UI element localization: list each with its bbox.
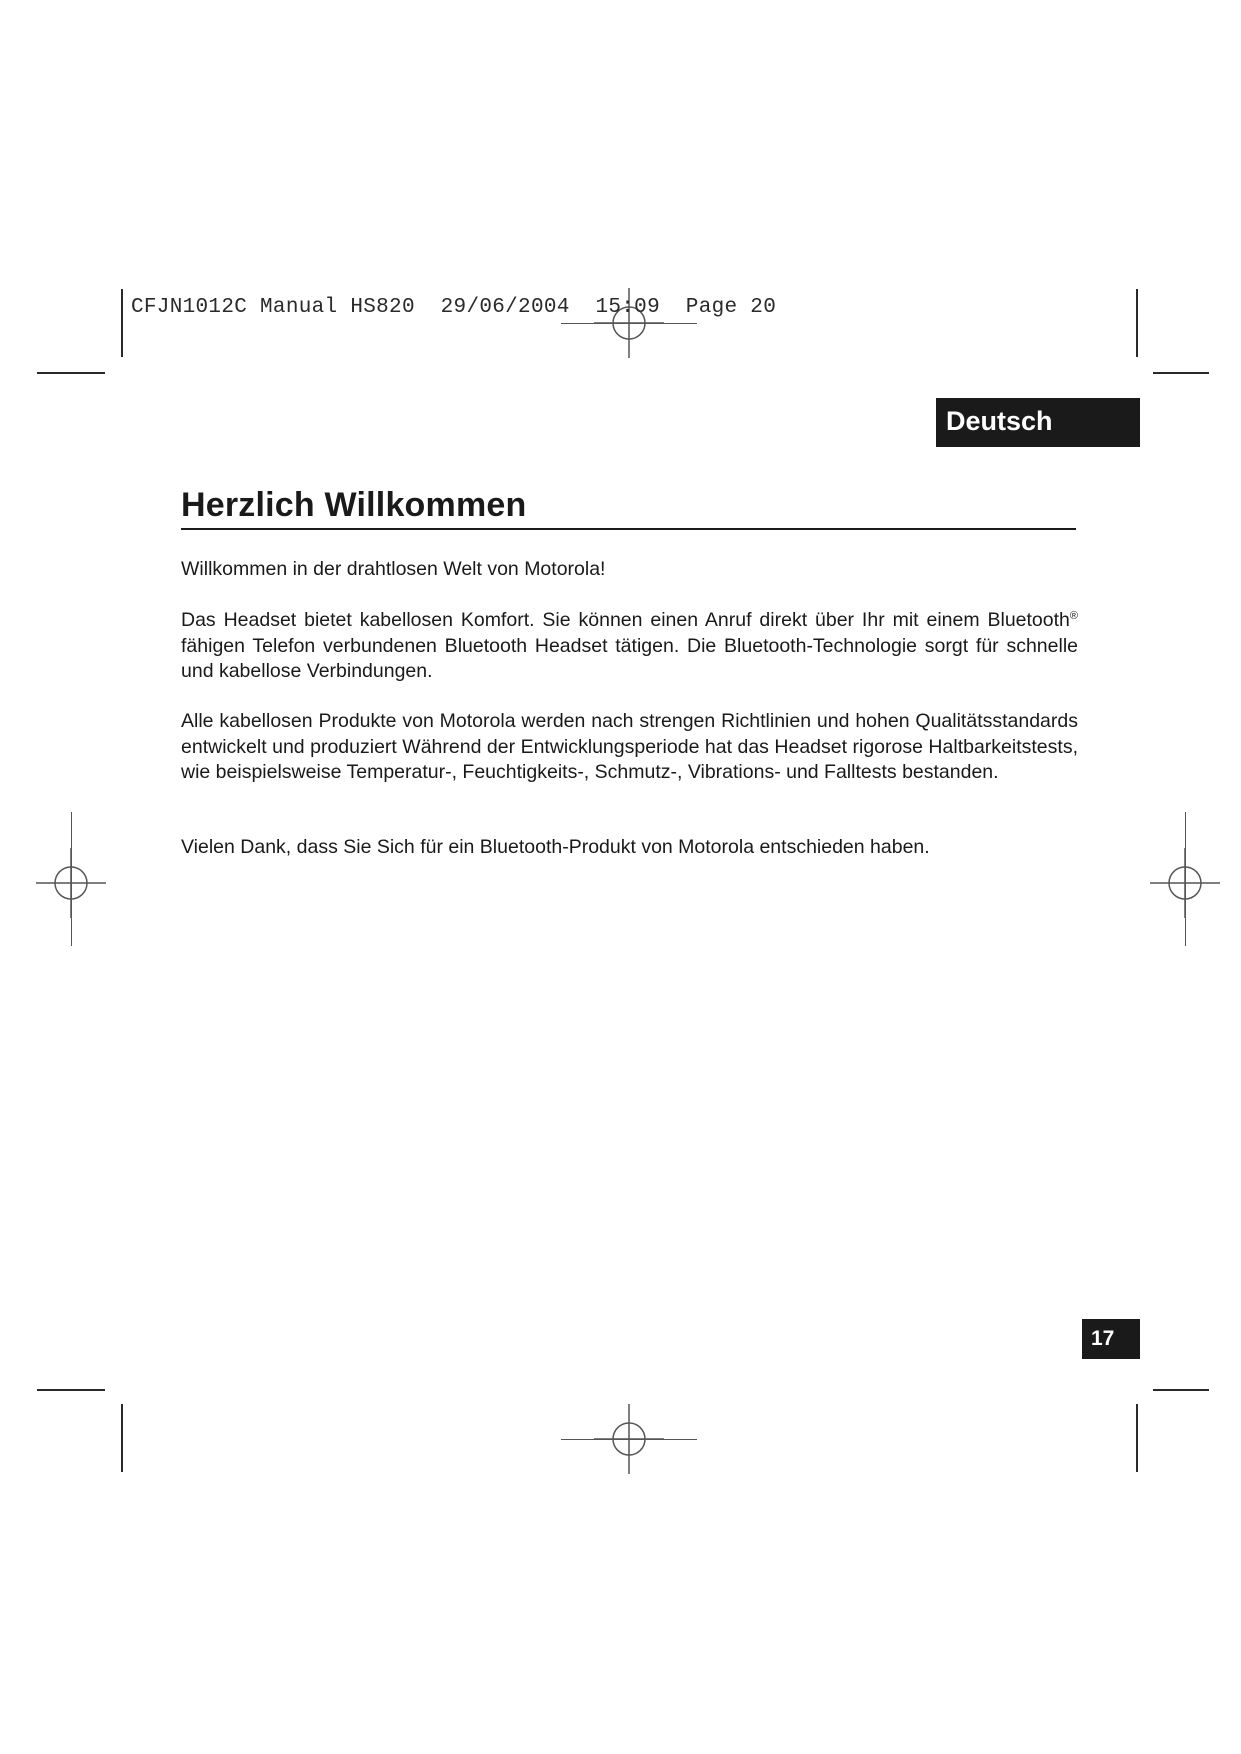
printer-slug-line: CFJN1012C Manual HS820 29/06/2004 15:09 Page 20 — [131, 296, 777, 319]
page-title: Herzlich Willkommen — [181, 486, 527, 524]
paragraph-headset-comfort-text-continued: fähigen Telefon verbundenen Bluetooth Headset tätigen. Die Bluetooth-Technologie sorgt für schnelle und kabellose Verbindungen. — [181, 634, 1078, 682]
crop-mark-bottom-right-vertical — [1136, 1404, 1138, 1472]
paragraph-thank-you: Vielen Dank, dass Sie Sich für ein Bluetooth-Produkt von Motorola entschieden haben. — [181, 836, 930, 858]
registration-line-right — [1185, 812, 1186, 946]
paragraph-quality-standards: Alle kabellosen Produkte von Motorola werden nach strengen Richtlinien und hohen Qualitätsstandards entwickelt und produziert Während der Entwicklungsperiode hat das Headset rigorose Haltbarkeitstests, wie beispielsweise Temperatur-, Feuchtigkeits-, Schmutz-, Vibrations- und Falltests bestanden. — [181, 710, 1078, 783]
crop-mark-top-right-horizontal — [1153, 372, 1209, 374]
language-tab: Deutsch — [936, 398, 1140, 447]
page-number: 17 — [1082, 1319, 1140, 1359]
crop-mark-bottom-left-horizontal — [37, 1389, 105, 1391]
registration-line-top — [561, 323, 697, 324]
paragraph-headset-comfort-text: Das Headset bietet kabellosen Komfort. Sie können einen Anruf direkt über Ihr mit einem Bluetooth — [181, 609, 1070, 631]
crop-mark-top-right-vertical — [1136, 289, 1138, 357]
registered-mark: ® — [1069, 610, 1078, 622]
title-underline — [181, 528, 1076, 530]
registration-line-left — [71, 812, 72, 946]
registration-line-bottom — [561, 1439, 697, 1440]
crop-mark-bottom-right-horizontal — [1153, 1389, 1209, 1391]
crop-mark-top-left-horizontal — [37, 372, 105, 374]
crop-mark-bottom-left-vertical — [121, 1404, 123, 1472]
crop-mark-top-left-vertical — [121, 289, 123, 357]
paragraph-welcome: Willkommen in der drahtlosen Welt von Motorola! — [181, 558, 606, 580]
paragraph-headset-comfort — [181, 608, 1078, 685]
